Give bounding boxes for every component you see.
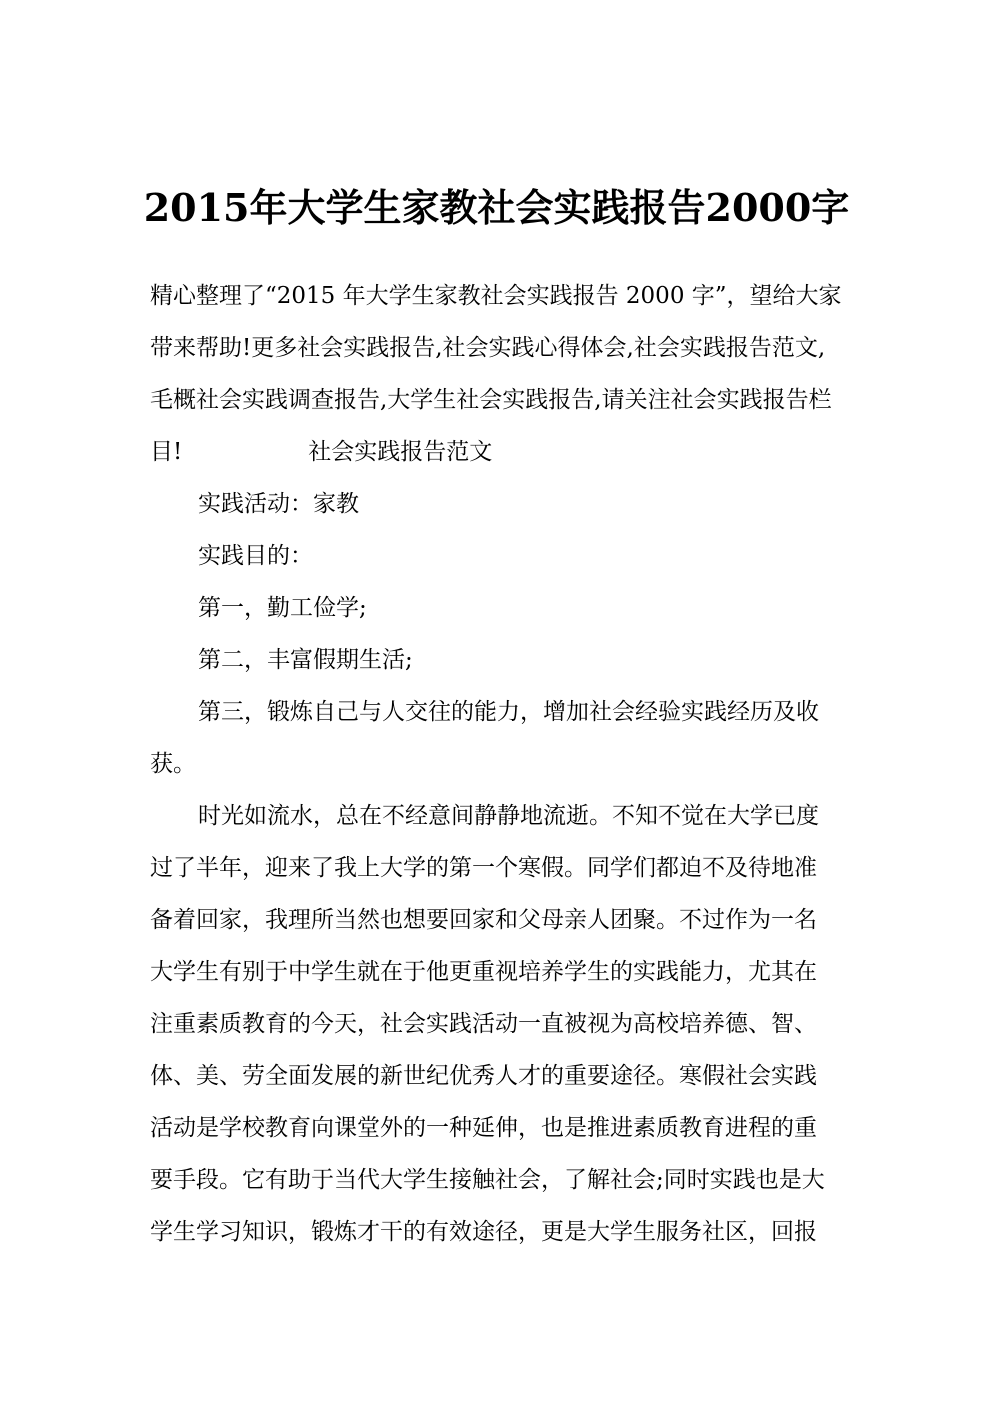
intro-line-last	[150, 426, 840, 478]
paragraph-line: 过了半年，迎来了我上大学的第一个寒假。同学们都迫不及待地准	[150, 855, 817, 881]
document-body	[150, 270, 840, 1258]
paragraph-line: 注重素质教育的今天，社会实践活动一直被视为高校培养德、智、	[150, 1011, 817, 1037]
activity-item: 实践活动：家教	[198, 491, 359, 517]
purpose-heading: 实践目的：	[198, 543, 313, 569]
paragraph-line: 备着回家，我理所当然也想要回家和父母亲人团聚。不过作为一名	[150, 907, 817, 933]
document-title: 2015年大学生家教社会实践报告2000字	[143, 185, 850, 230]
purpose-item-2: 第二，丰富假期生活;	[198, 647, 413, 673]
purpose-item-3: 第三，锻炼自己与人交往的能力，增加社会经验实践经历及收	[198, 699, 819, 725]
related-link-text: 社会实践报告范文	[308, 439, 493, 465]
intro-line-end: 目!	[150, 439, 183, 465]
purpose-item-1: 第一，勤工俭学;	[198, 595, 367, 621]
paragraph-line: 体、美、劳全面发展的新世纪优秀人才的重要途径。寒假社会实践	[150, 1063, 817, 1089]
paragraph-line: 大学生有别于中学生就在于他更重视培养学生的实践能力，尤其在	[150, 959, 817, 985]
intro-line: 带来帮助!更多社会实践报告,社会实践心得体会,社会实践报告范文,	[150, 335, 826, 361]
purpose-item-3-cont: 获。	[150, 751, 196, 777]
intro-line: 精心整理了“2015 年大学生家教社会实践报告 2000 字”，望给大家	[150, 283, 842, 309]
paragraph-line: 要手段。它有助于当代大学生接触社会，了解社会;同时实践也是大	[150, 1167, 825, 1193]
intro-line: 毛概社会实践调查报告,大学生社会实践报告,请关注社会实践报告栏	[150, 387, 832, 413]
paragraph-line: 活动是学校教育向课堂外的一种延伸，也是推进素质教育进程的重	[150, 1115, 817, 1141]
paragraph-line: 学生学习知识，锻炼才干的有效途径，更是大学生服务社区，回报	[150, 1219, 817, 1245]
paragraph-line: 时光如流水，总在不经意间静静地流逝。不知不觉在大学已度	[198, 803, 819, 829]
